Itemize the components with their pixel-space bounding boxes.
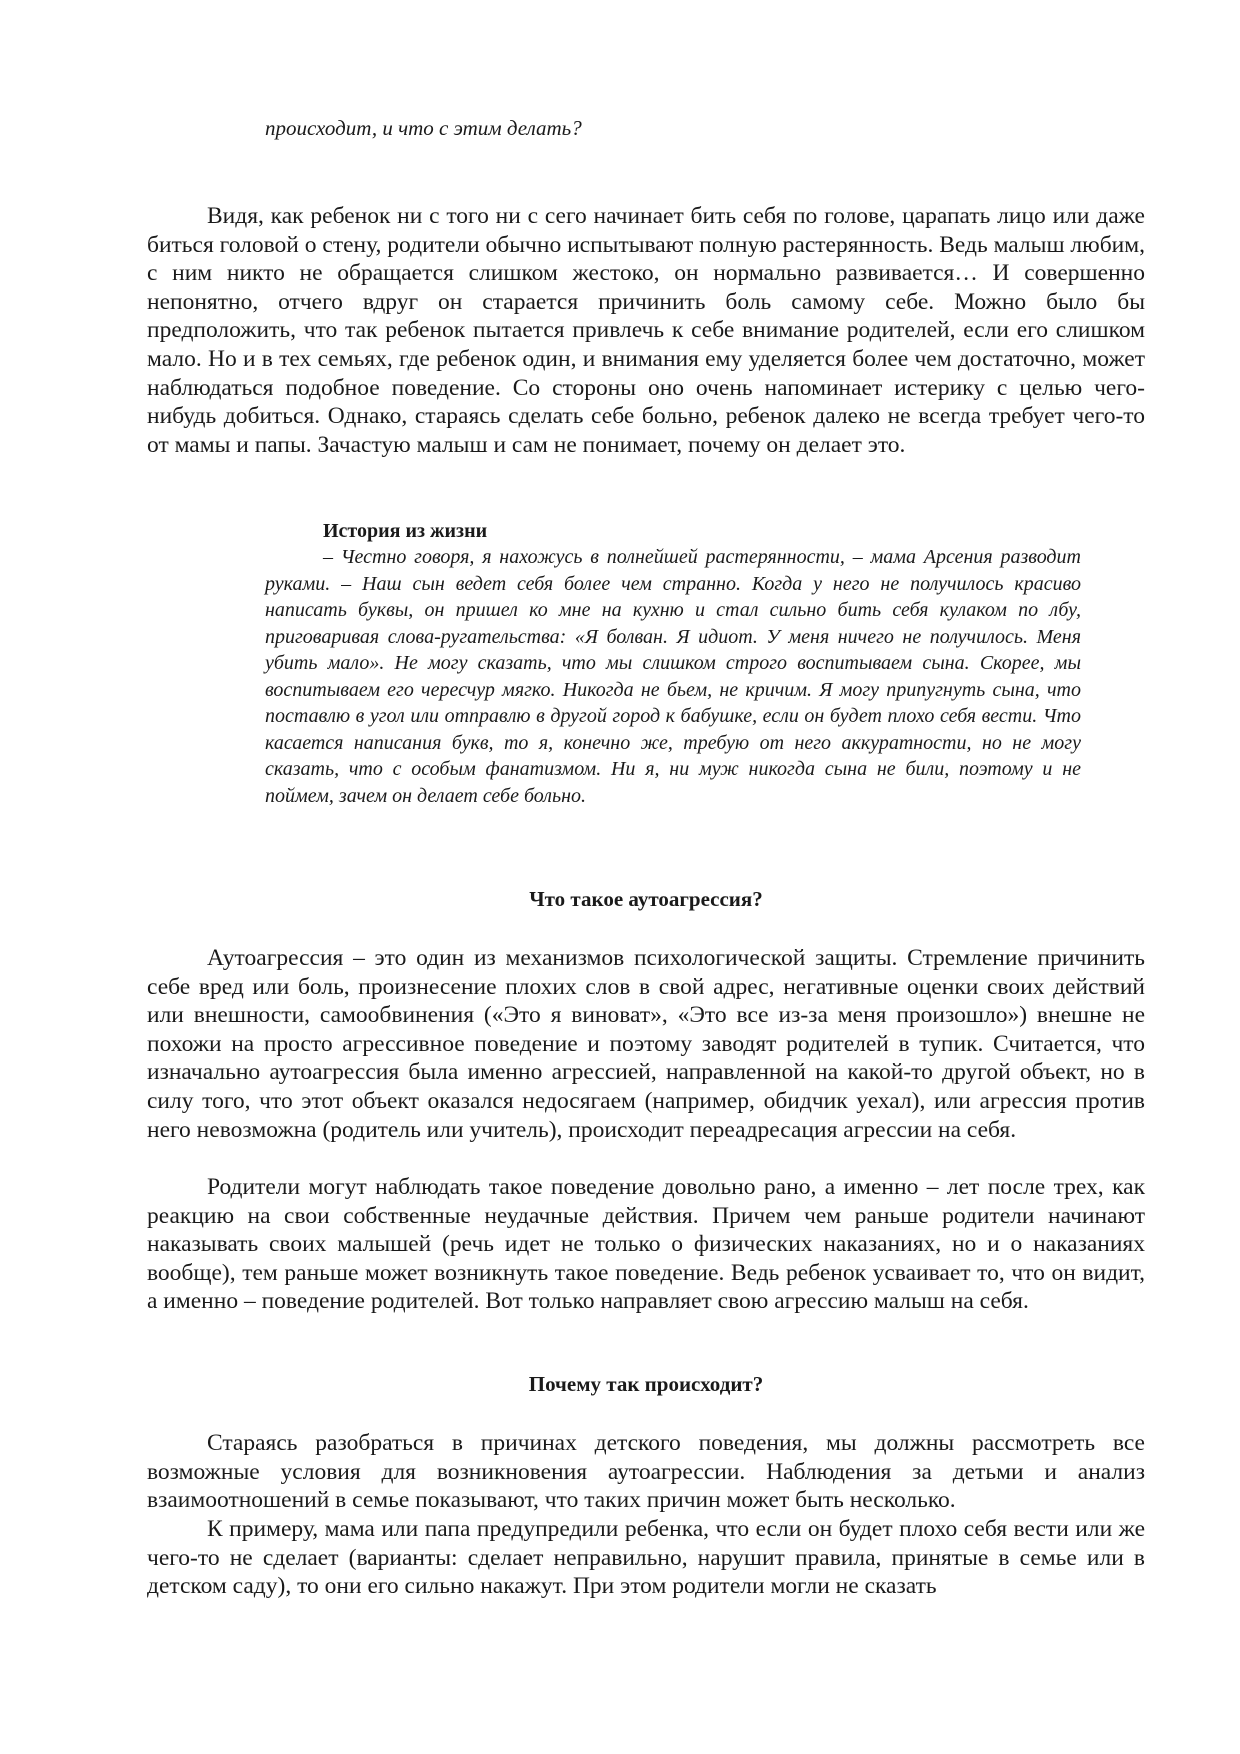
section1-paragraph-2: Родители могут наблюдать такое поведение довольно рано, а именно – лет после трех, как реакцию на свои собственные неудачные действия. Причем чем раньше родители начинают наказывать своих малышей (речь идет не только о физических наказаниях, но и о наказаниях вообще), тем раньше может возникнуть такое поведение. Ведь ребенок усваивает то, что он видит, а именно – поведение родителей. Вот только направляет свою агрессию малыш на себя. bbox=[147, 1174, 1145, 1315]
section-heading-why: Почему так происходит? bbox=[528, 1372, 764, 1396]
section1-paragraph-1: Аутоагрессия – это один из механизмов психологической защиты. Стремление причинить себе вред или боль, произнесение плохих слов в свой адрес, негативные оценки своих действий или внешности, самообвинения («Это я виноват», «Это все из-за меня произошло») внешне не похожи на просто агрессивное поведение и поэтому заводят родителей в тупик. Считается, что изначально аутоагрессия была именно агрессией, направленной на какой-то другой объект, но в силу того, что этот объект оказался недосягаем (например, обидчик уехал), или агрессия против него невозможна (родитель или учитель), происходит переадресация агрессии на себя. bbox=[147, 945, 1145, 1143]
section2-paragraph-1: Стараясь разобраться в причинах детского поведения, мы должны рассмотреть все возможные условия для возникновения аутоагрессии. Наблюдения за детьми и анализ взаимоотношений в семье показывают, что таких причин может быть несколько. bbox=[147, 1430, 1145, 1514]
section-heading-autoaggression: Что такое аутоагрессия? bbox=[529, 887, 763, 911]
story-title: История из жизни bbox=[323, 520, 488, 542]
intro-paragraph: Видя, как ребенок ни с того ни с сего начинает бить себя по голове, царапать лицо или даже биться головой о стену, родители обычно испытывают полную растерянность. Ведь малыш любим, с ним никто не обращается слишком жестоко, он нормально развивается… И совершенно непонятно, отчего вдруг он старается причинить боль самому себе. Можно было бы предположить, что так ребенок пытается привлечь к себе внимание родителей, если его слишком мало. Но и в тех семьях, где ребенок один, и внимания ему уделяется более чем достаточно, может наблюдаться подобное поведение. Со стороны оно очень напоминает истерику с целью чего-нибудь добиться. Однако, стараясь сделать себе больно, ребенок далеко не всегда требует чего-то от мамы и папы. Зачастую малыш и сам не понимает, почему он делает это. bbox=[147, 203, 1145, 458]
section2-paragraph-2: К примеру, мама или папа предупредили ребенка, что если он будет плохо себя вести или же чего-то не сделает (варианты: сделает неправильно, нарушит правила, принятые в семье или в детском саду), то они его сильно накажут. При этом родители могли не сказать bbox=[147, 1516, 1145, 1600]
continued-heading-fragment: происходит, и что с этим делать? bbox=[265, 116, 582, 140]
story-text: – Честно говоря, я нахожусь в полнейшей растерянности, – мама Арсения разводит руками. – Наш сын ведет себя более чем странно. Когда у него не получилось красиво написать буквы, он пришел ко мне на кухню и стал сильно бить себя кулаком по лбу, приговаривая слова-ругательства: «Я болван. Я идиот. У меня ничего не получилось. Меня убить мало». Не могу сказать, что мы слишком строго воспитываем сына. Скорее, мы воспитываем его чересчур мягко. Никогда не бьем, не кричим. Я могу припугнуть сына, что поставлю в угол или отправлю в другой город к бабушке, если он будет плохо себя вести. Что касается написания букв, то я, конечно же, требую от него аккуратности, но не могу сказать, что с особым фанатизмом. Ни я, ни муж никогда сына не били, поэтому и не поймем, зачем он делает себе больно. bbox=[265, 546, 1081, 807]
story-box bbox=[265, 518, 1081, 809]
